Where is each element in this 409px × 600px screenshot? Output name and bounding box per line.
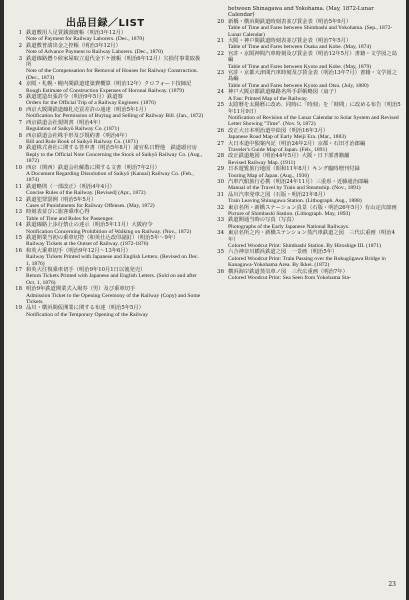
- entry-english-title: Reply to the Official Note Concerning the Stock of Saikyō Railway Co. (Aug., 1872): [26, 151, 203, 165]
- entry-body: [26, 235, 204, 248]
- entry-japanese-title: 鉄道建造出張許令（明治9年5月）鉄道寮: [26, 94, 123, 101]
- entry-number: 22: [217, 50, 224, 57]
- catalog-entry: [12, 43, 204, 56]
- entry-number: 25: [217, 102, 224, 109]
- catalog-entry: [12, 120, 204, 133]
- entry-english-title: Colored Woodcut Print: Train Passing over the Rokugōgawa Bridge in Kanagawa-Yokohama Area. By Ikkei. (1872): [228, 255, 386, 269]
- entry-japanese-title: 新橋・横浜間鉄道時刻表並び賃金表（明治5年9月）: [228, 18, 352, 25]
- entry-japanese-title: 鉄道犯罪罰例（明治5年5月）: [26, 196, 97, 203]
- entry-body: [26, 165, 204, 184]
- entry-japanese-title: 品川・横浜間仮開業に関する布達（明治5年5月）: [26, 305, 144, 312]
- entry-english-title: Bill and Rule Book of Saikyō Railway Co. (1871): [26, 138, 139, 145]
- entry-body: [26, 133, 204, 146]
- entry-english-title: Japanese Road Map of Early Meiji Era. (Mar., 1883): [228, 134, 346, 141]
- entry-english-title: Table of Time and Fares between Osaka and Kobe. (May, 1874): [228, 44, 372, 51]
- catalog-entry: [12, 56, 204, 82]
- catalog-entry: [12, 165, 204, 184]
- entry-english-title: Train Leaving Shinagawa Station. (Lithograph. Aug., 1888): [228, 198, 362, 205]
- entry-number: 16: [15, 247, 22, 254]
- entry-number: 28: [217, 153, 224, 160]
- entry-body: [26, 120, 204, 133]
- entry-body: [26, 43, 204, 56]
- entry-body: [228, 153, 402, 166]
- catalog-entry: [12, 133, 204, 146]
- entry-english-title: Table of Time and Fares between Kyoto and Otsu. (July, 1880): [228, 82, 369, 89]
- entry-english-title: Note of Advance Payment to Railway Laborers. (Dec., 1870): [26, 49, 163, 56]
- catalog-entry: [12, 107, 204, 120]
- entry-english-title: Touring Map of Japan. (Aug., 1936): [228, 172, 310, 179]
- entry-english-title: Table of Time and Fares between Shimbashi and Yokohama. (Sep., 1872-Lunar Calendar): [228, 25, 393, 38]
- entry-body: [26, 30, 204, 43]
- catalog-entry: [214, 89, 402, 102]
- entry-number: 7: [18, 119, 22, 126]
- catalog-entry: [214, 217, 402, 230]
- entry-number: 31: [217, 191, 224, 198]
- catalog-entry: [12, 94, 204, 107]
- entry-japanese-title: 西京鉄道会社株手形及び規約書（明治4年）: [26, 132, 131, 139]
- entry-number: 1: [18, 30, 22, 36]
- entry-body: [26, 107, 204, 120]
- entry-english-title: A Document Regarding Dissolution of Saikyō (Kansai) Railway Co. (Feb., 1874): [26, 170, 194, 184]
- entry-japanese-title: 鉄道線路上歩行禁止の達示（明治5年11月）大阪府令: [26, 222, 153, 229]
- entry-japanese-title: 汽車汽船旅行必携（明治24年11月）三重県・近藤通治郎編: [228, 178, 369, 185]
- entry-english-title: Rough Estimate of Construction Expenses of Horonai Railway. (1879): [26, 87, 184, 94]
- catalog-entry: [214, 38, 402, 51]
- continued-text: between Shinagawa and Yokohama. (May, 1872-Lunar Calendar): [228, 6, 374, 19]
- entry-japanese-title: 明治9年鉄道開業式入場券（男）及び乗車切手: [26, 286, 136, 293]
- entry-number: 8: [18, 132, 22, 139]
- entry-japanese-title: 品川汽車発車之図（石版・明治21年8月）: [228, 191, 329, 198]
- entry-english-title: Railway Tickets at the Outset of Railway. (1872-1876): [26, 241, 149, 248]
- entry-japanese-title: 西京鉄道会社規則書（明治4年）: [26, 119, 104, 126]
- entry-japanese-title: 日本遊覧旅行地図（昭和11年8月）キング臨時増刊付録: [228, 166, 360, 173]
- entry-japanese-title: 鉄道開通当時の写真（写真）: [228, 217, 297, 224]
- page-title: 出品目録／LIST: [66, 18, 145, 29]
- entry-english-title: A Fan: Printed Map of the Railway.: [228, 95, 308, 102]
- entry-number: 13: [15, 209, 22, 216]
- entry-japanese-title: 六合神奈川横浜鉄道之図 一景画（明治5年）: [228, 249, 338, 256]
- entry-japanese-title: 鉄道略則（一部改正）（明治4年4月）: [26, 183, 115, 190]
- entry-english-title: Concise Rules of the Railway. [Revised] (Apr., 1872): [26, 190, 146, 197]
- entry-number: 36: [217, 268, 224, 275]
- catalog-entry: [214, 70, 402, 89]
- entry-number: 4: [18, 81, 22, 88]
- entry-english-title: Admission Ticket to the Opening Ceremony of the Railway (Copy) and Some Tickets.: [26, 292, 201, 306]
- entry-number: 15: [15, 235, 22, 241]
- entry-body: [228, 166, 402, 179]
- entry-number: 20: [217, 18, 224, 25]
- catalog-entry: [12, 81, 204, 94]
- entry-number: 3: [18, 55, 22, 62]
- entry-body: [26, 197, 204, 210]
- right-column: [214, 6, 402, 281]
- entry-english-title: Colored Woodcut Print: Shimbashi Station. By Hiroshige III. (1871): [228, 243, 381, 250]
- entry-japanese-title: 鉄道線路懸り候家屋取立退代金下ケ渡帳（明治6年12月）欠損付事業取扱所: [26, 55, 201, 69]
- entry-english-title: Notification of the Temporary Opening of the Railway: [26, 311, 149, 318]
- entry-body: [228, 192, 402, 205]
- entry-number: 26: [217, 127, 224, 134]
- entry-english-title: Table of Time and Rules for Passenger.: [26, 215, 114, 222]
- entry-body: [228, 269, 402, 282]
- entry-number: 12: [15, 196, 22, 203]
- entry-number: 17: [15, 267, 22, 274]
- catalog-entry: [12, 30, 204, 43]
- catalog-entry: [12, 286, 204, 305]
- entry-body: [26, 222, 204, 235]
- page-number: 23: [388, 581, 396, 588]
- entry-body: [26, 94, 204, 107]
- entry-body: [26, 286, 204, 305]
- catalog-entry: [214, 153, 402, 166]
- entry-japanese-title: 東京名所之内・新橋ステンション蒸汽車鉄道之図 三代広重画（明治4年）: [228, 230, 395, 243]
- entry-japanese-title: 太陰暦を太陽暦に改め、同時に「時刻」を「時間」に改める布告（明治5年11月9日）: [228, 102, 401, 115]
- entry-japanese-title: 西京（関西）鉄道会社解散に関する文書（明治7年2月）: [26, 164, 160, 171]
- catalog-entry: [12, 248, 204, 267]
- entry-body: [26, 248, 204, 267]
- entry-body: [228, 128, 402, 141]
- entry-number: 5: [18, 94, 22, 101]
- entry-english-title: Regulation of Saikyō Railway Co. (1871): [26, 126, 120, 133]
- entry-english-title: Revised Railway Map. (1911): [228, 159, 296, 166]
- entry-japanese-title: 横浜海岸鉄道蒸気車ノ図 三代広重画（明治7年）: [228, 268, 348, 275]
- entry-english-title: Table of Time and Fares between Kyoto and Kobe. (May, 1879): [228, 63, 372, 70]
- entry-body: [26, 209, 204, 222]
- entry-japanese-title: 京阪・札幌・幌内間鉄道建築費概算（明治12年）クロフォード技師記: [26, 81, 192, 88]
- left-column: [12, 30, 204, 318]
- entry-number: 14: [15, 222, 22, 229]
- entry-japanese-title: 官許・京都大津間汽車時刻及び賃金表（明治13年7月）書籍・文学図之島編: [228, 70, 398, 83]
- entry-number: 21: [217, 38, 224, 45]
- entry-number: 30: [217, 178, 224, 185]
- entry-body: [228, 38, 402, 51]
- entry-number: 34: [217, 230, 224, 237]
- catalog-entry: [12, 209, 204, 222]
- entry-body: [228, 230, 402, 249]
- entry-english-title: Manual of the Travel by Train and Steamship. (Nov., 1891): [228, 185, 361, 192]
- entry-number: 29: [217, 166, 224, 173]
- entry-english-title: Traveler's Guide Map of Japan. (Feb., 1891): [228, 146, 328, 153]
- catalog-entry: [214, 51, 402, 70]
- catalog-entry: [214, 179, 402, 192]
- entry-number: 19: [15, 305, 22, 312]
- catalog-entry: [214, 141, 402, 154]
- entry-japanese-title: 西京大阪間鉄道線札売買差許の通達（明治5年1月）: [26, 106, 150, 113]
- entry-english-title: Return Tickets Printed with Japanese and English Letters. (Sold on and after Oct. 1, 1876): [26, 273, 197, 286]
- entry-english-title: Colored Woodcut Print: Sea Seen from Yokohama Sta-: [228, 275, 351, 282]
- entry-body: [26, 267, 204, 286]
- catalog-entry: [214, 205, 402, 218]
- catalog-entry: [214, 192, 402, 205]
- entry-english-title: Picture of Shimbashi Station. (Lithograph. May, 1893): [228, 211, 351, 217]
- entry-body: [228, 70, 402, 89]
- entry-english-title: Note of the Compensation for Removal of Houses for Railway Construction. (Dec., 1873): [26, 68, 198, 81]
- entry-body: [228, 102, 402, 128]
- catalog-entry: [12, 222, 204, 235]
- catalog-entry: [12, 305, 204, 318]
- entry-body: [228, 51, 402, 70]
- entry-japanese-title: 鉄道敷用人足賃銭割渡帳（明治3年12月）: [26, 30, 127, 36]
- entry-english-title: Orders for the Official Trip of a Railway Engineer. (1876): [26, 100, 156, 107]
- entry-english-title: Notification for Permission of Buying and Selling of Railway Bill. (Jan., 1872): [26, 113, 204, 120]
- entry-number: 23: [217, 70, 224, 77]
- entry-english-title: Notification of Revision of the Lunar Calendar to Solar System and Revised Letter Showing "Time". (Nov. 9, 1872): [228, 114, 399, 128]
- catalog-entry: [214, 102, 402, 128]
- entry-body: [228, 19, 402, 38]
- entry-japanese-title: 官許・京阪神間汽車時刻及び賃金表（明治12年5月）書籍・文学図之島編: [228, 50, 398, 64]
- entry-japanese-title: 鉄道敷普請出金之控帳（明治3年12月）: [26, 42, 121, 49]
- entry-number: 24: [217, 89, 224, 96]
- entry-number: 9: [18, 145, 22, 152]
- entry-japanese-title: 鉄道株式會社に関する答申書（明治5年8月）諸官私日野他 鉄道頭官房: [26, 145, 197, 152]
- entry-number: 11: [15, 183, 22, 190]
- entry-body: [26, 81, 204, 94]
- catalog-entry: [12, 235, 204, 248]
- entry-number: 33: [217, 217, 224, 224]
- catalog-page: [4, 0, 406, 600]
- entry-body: [26, 145, 204, 164]
- entry-body: [228, 141, 402, 154]
- entry-body: [26, 305, 204, 318]
- entry-body: [228, 89, 402, 102]
- entry-body: [228, 249, 402, 268]
- entry-english-title: Cases of Punishments for Railway Offenses. (May, 1872): [26, 202, 155, 209]
- entry-body: [228, 217, 402, 230]
- catalog-entry: [12, 145, 204, 164]
- entry-english-title: Photographs of the Early Japanese National Railways.: [228, 223, 350, 230]
- entry-japanese-title: 大日本道中独案内記（明治24年2月）京都・石田才治郎編: [228, 140, 366, 147]
- catalog-entry: [12, 184, 204, 197]
- entry-english-title: Railway Tickets Printed with Japanese and English Letters. (Revised on Dec. 1, 1876): [26, 254, 199, 267]
- entry-japanese-title: 改正大日本明治道中絵図（明治16年3月）: [228, 127, 329, 134]
- entry-japanese-title: 時刻表並びに旅客乗車心得: [26, 209, 90, 216]
- entry-english-title: Notification Concerning Prohibition of Walking on Railway. (Nov., 1872): [26, 228, 192, 235]
- entry-japanese-title: 大阪・神戸間鉄道時刻表並び賃金表（明治7年5月）: [228, 38, 352, 45]
- entry-body: [26, 184, 204, 197]
- catalog-entry: [214, 19, 402, 38]
- entry-english-title: Note of Payment for Railway Laborers. (Dec., 1870): [26, 36, 145, 43]
- entry-body: [228, 205, 402, 218]
- entry-japanese-title: 神戸大阪京都鉄道線路名所手彩帳略図（扇子）: [228, 89, 340, 96]
- entry-number: 6: [18, 106, 22, 113]
- entry-number: 10: [15, 164, 22, 171]
- entry-number: 35: [217, 249, 224, 256]
- catalog-entry: [12, 197, 204, 210]
- entry-body: [228, 179, 402, 192]
- catalog-entry: [214, 230, 402, 249]
- catalog-entry: [214, 166, 402, 179]
- entry-body: [26, 56, 204, 82]
- entry-number: 18: [15, 286, 22, 293]
- entry-number: 2: [18, 42, 22, 49]
- catalog-entry: [214, 269, 402, 282]
- entry-japanese-title: 改正鉄道地図（明治44年5月）大阪・日下部書籍舗: [228, 153, 350, 160]
- entry-japanese-title: 和英大往復乗車切手（明治9年10月1日以後発売）: [26, 267, 146, 274]
- entry-number: 27: [217, 140, 224, 147]
- catalog-entry: [12, 267, 204, 286]
- entry-japanese-title: 東京名所・新橋ステーション真景（石版・明治26年5月）有山定次郎画: [228, 204, 397, 211]
- entry-japanese-title: 和英大乗車切手（明治9年12月～13年6月）: [26, 247, 131, 254]
- catalog-entry: [214, 249, 402, 268]
- catalog-entry: [214, 128, 402, 141]
- entry-number: 32: [217, 204, 224, 211]
- entry-japanese-title: 鉄道開業当初の乗車切符（和英仕込改印副釘）（明治5年～9年）: [26, 235, 179, 241]
